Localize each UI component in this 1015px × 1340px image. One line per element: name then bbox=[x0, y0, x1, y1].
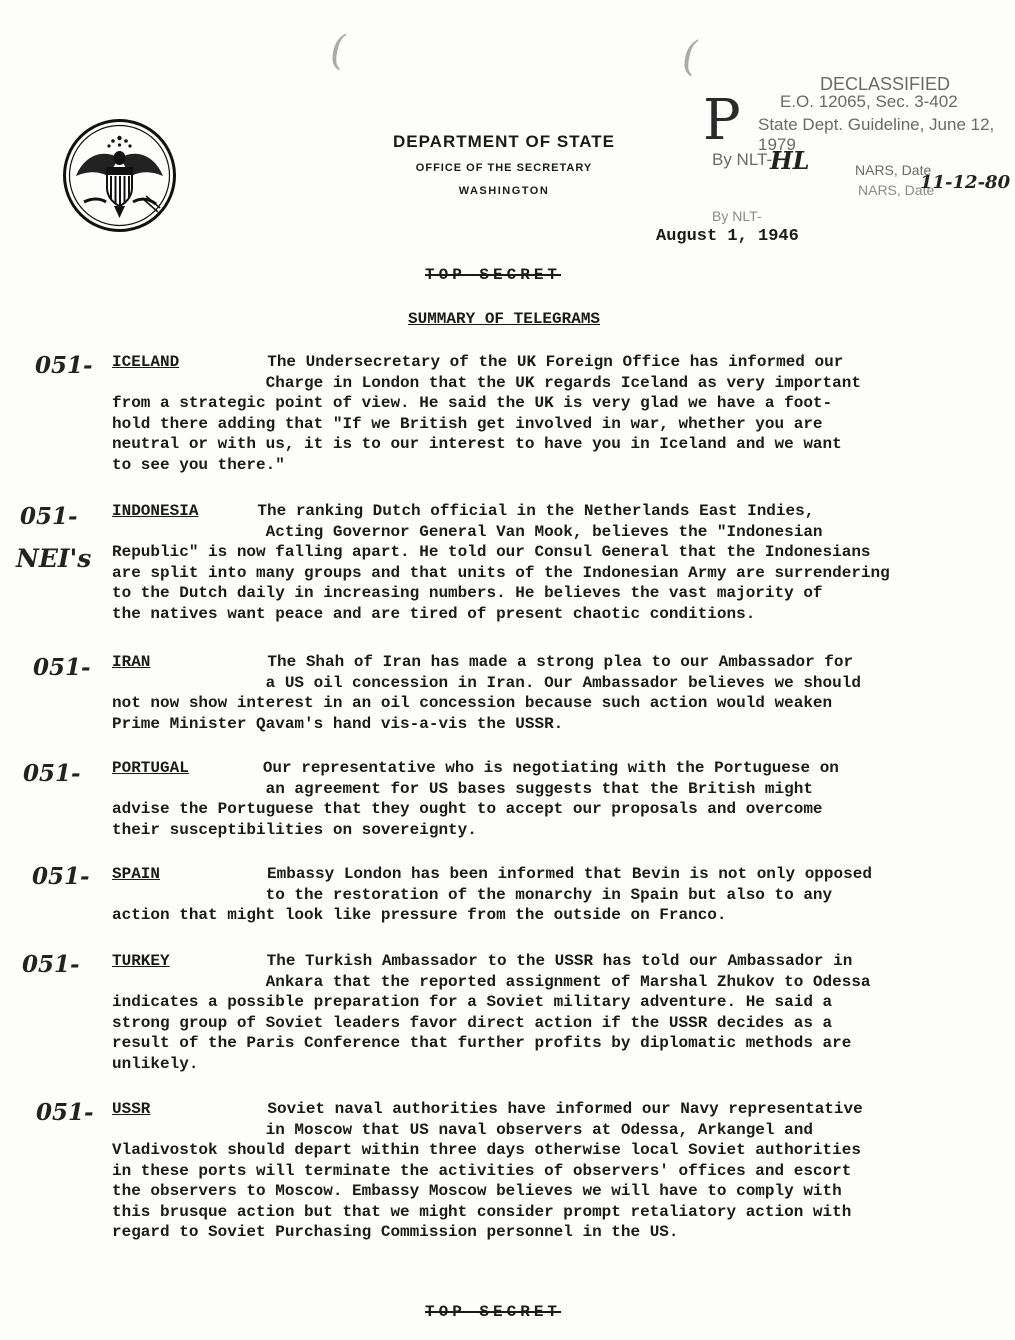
classification-bottom: TOP SECRET bbox=[425, 1303, 562, 1321]
entry-topic: USSR bbox=[112, 1100, 151, 1118]
city-subheading: WASHINGTON bbox=[458, 185, 550, 197]
punch-mark-left: ( bbox=[330, 28, 346, 74]
entry-topic: SPAIN bbox=[112, 865, 161, 883]
telegram-entry-indonesia bbox=[112, 501, 982, 624]
stamp-by-line-2: By NLT- bbox=[712, 208, 762, 224]
entry-topic: ICELAND bbox=[112, 353, 180, 371]
stamp-bracket-mark: P bbox=[703, 88, 741, 153]
entry-text: The Turkish Ambassador to the USSR has told our Ambassador in Ankara that the reported assignment of Marshal Zhukov to Odessa indicates a possible preparation for a Soviet military adventure. He said a strong group of Soviet leaders favor direct action if the USSR decides as a result of the Paris Conference that further profits by diplomatic methods are unlikely. bbox=[112, 952, 871, 1073]
entry-text: Soviet naval authorities have informed our Navy representative in Moscow that US naval observers at Odessa, Arkangel and Vladivostok should depart within three days otherwise local Soviet authorities in these ports will terminate the activities of observers' offices and escort the observers to Moscow. Embassy Moscow believes we will have to comply with this brusque action but that we might consider prompt retaliatory action with regard to Soviet Purchasing Commission personnel in the US. bbox=[112, 1100, 863, 1241]
classification-top: TOP SECRET bbox=[425, 266, 562, 284]
margin-tag: 051- bbox=[23, 760, 81, 787]
telegram-entry-turkey bbox=[112, 951, 982, 1074]
document-title: SUMMARY OF TELEGRAMS bbox=[408, 310, 601, 328]
great-seal-icon bbox=[62, 118, 177, 233]
entry-text: The Shah of Iran has made a strong plea to our Ambassador for a US oil concession in Iran. Our Ambassador believes we should not now show interest in an oil concession because such action would weaken Prime Minister Qavam's hand vis-a-vis the USSR. bbox=[112, 653, 861, 733]
entry-topic: TURKEY bbox=[112, 952, 170, 970]
department-heading: DEPARTMENT OF STATE bbox=[392, 132, 616, 151]
telegram-entry-iran bbox=[112, 652, 982, 734]
stamp-eo-line: E.O. 12065, Sec. 3-402 bbox=[780, 92, 958, 111]
margin-tag: 051- bbox=[36, 1099, 94, 1126]
margin-tag: 051- bbox=[35, 352, 93, 379]
margin-tag: 051- bbox=[33, 654, 91, 681]
entry-text: The ranking Dutch official in the Netherlands East Indies, Acting Governor General Van Mook, believes the "Indonesian Republic" is now falling apart. He told our Consul General that the Indonesians are split into many groups and that units of the Indonesian Army are surrendering to the Dutch daily in increasing numbers. He believes the vast majority of the natives want peace and are tired of present chaotic conditions. bbox=[112, 502, 890, 623]
entry-topic: INDONESIA bbox=[112, 502, 199, 520]
telegram-entry-spain bbox=[112, 864, 982, 926]
entry-text: Our representative who is negotiating with the Portuguese on an agreement for US bases suggests that the British might advise the Portuguese that they ought to accept our proposals and overcome their susceptibilities on sovereignty. bbox=[112, 759, 839, 839]
telegram-entry-ussr bbox=[112, 1099, 982, 1243]
entry-text: The Undersecretary of the UK Foreign Office has informed our Charge in London that the UK regards Iceland as very important from a strategic point of view. He said the UK is very glad we have a foot- hold there adding that "If we British get involved in war, whether you are neutral or with us, it is to our interest to have you in Iceland and we want to see you there." bbox=[112, 353, 861, 474]
margin-tag: 051- bbox=[22, 951, 80, 978]
stamp-nars-line: NARS, Date bbox=[855, 162, 932, 178]
entry-topic: IRAN bbox=[112, 653, 151, 671]
margin-note-nei: NEI's bbox=[16, 544, 92, 573]
margin-tag: 051- bbox=[32, 863, 90, 890]
punch-mark-right: ( bbox=[682, 34, 698, 80]
stamp-guideline-line: State Dept. Guideline, June 12, 1979 bbox=[758, 115, 995, 154]
handwritten-date: 11-12-80 bbox=[920, 172, 1011, 193]
stamp-declassified: DECLASSIFIED bbox=[820, 74, 951, 94]
entry-topic: PORTUGAL bbox=[112, 759, 189, 777]
telegram-entry-iceland bbox=[112, 352, 982, 475]
entry-text: Embassy London has been informed that Bevin is not only opposed to the restoration of the monarchy in Spain but also to any action that might look like pressure from the outside on Franco. bbox=[112, 865, 872, 924]
margin-tag: 051- bbox=[20, 503, 78, 530]
stamp-nars-line-2: NARS, Date bbox=[858, 182, 935, 198]
document-date: August 1, 1946 bbox=[656, 227, 799, 246]
telegram-entry-portugal bbox=[112, 758, 982, 840]
stamp-by-line: By NLT- bbox=[712, 150, 773, 169]
handwritten-initials: HL bbox=[770, 146, 810, 175]
office-subheading: OFFICE OF THE SECRETARY bbox=[415, 162, 593, 174]
